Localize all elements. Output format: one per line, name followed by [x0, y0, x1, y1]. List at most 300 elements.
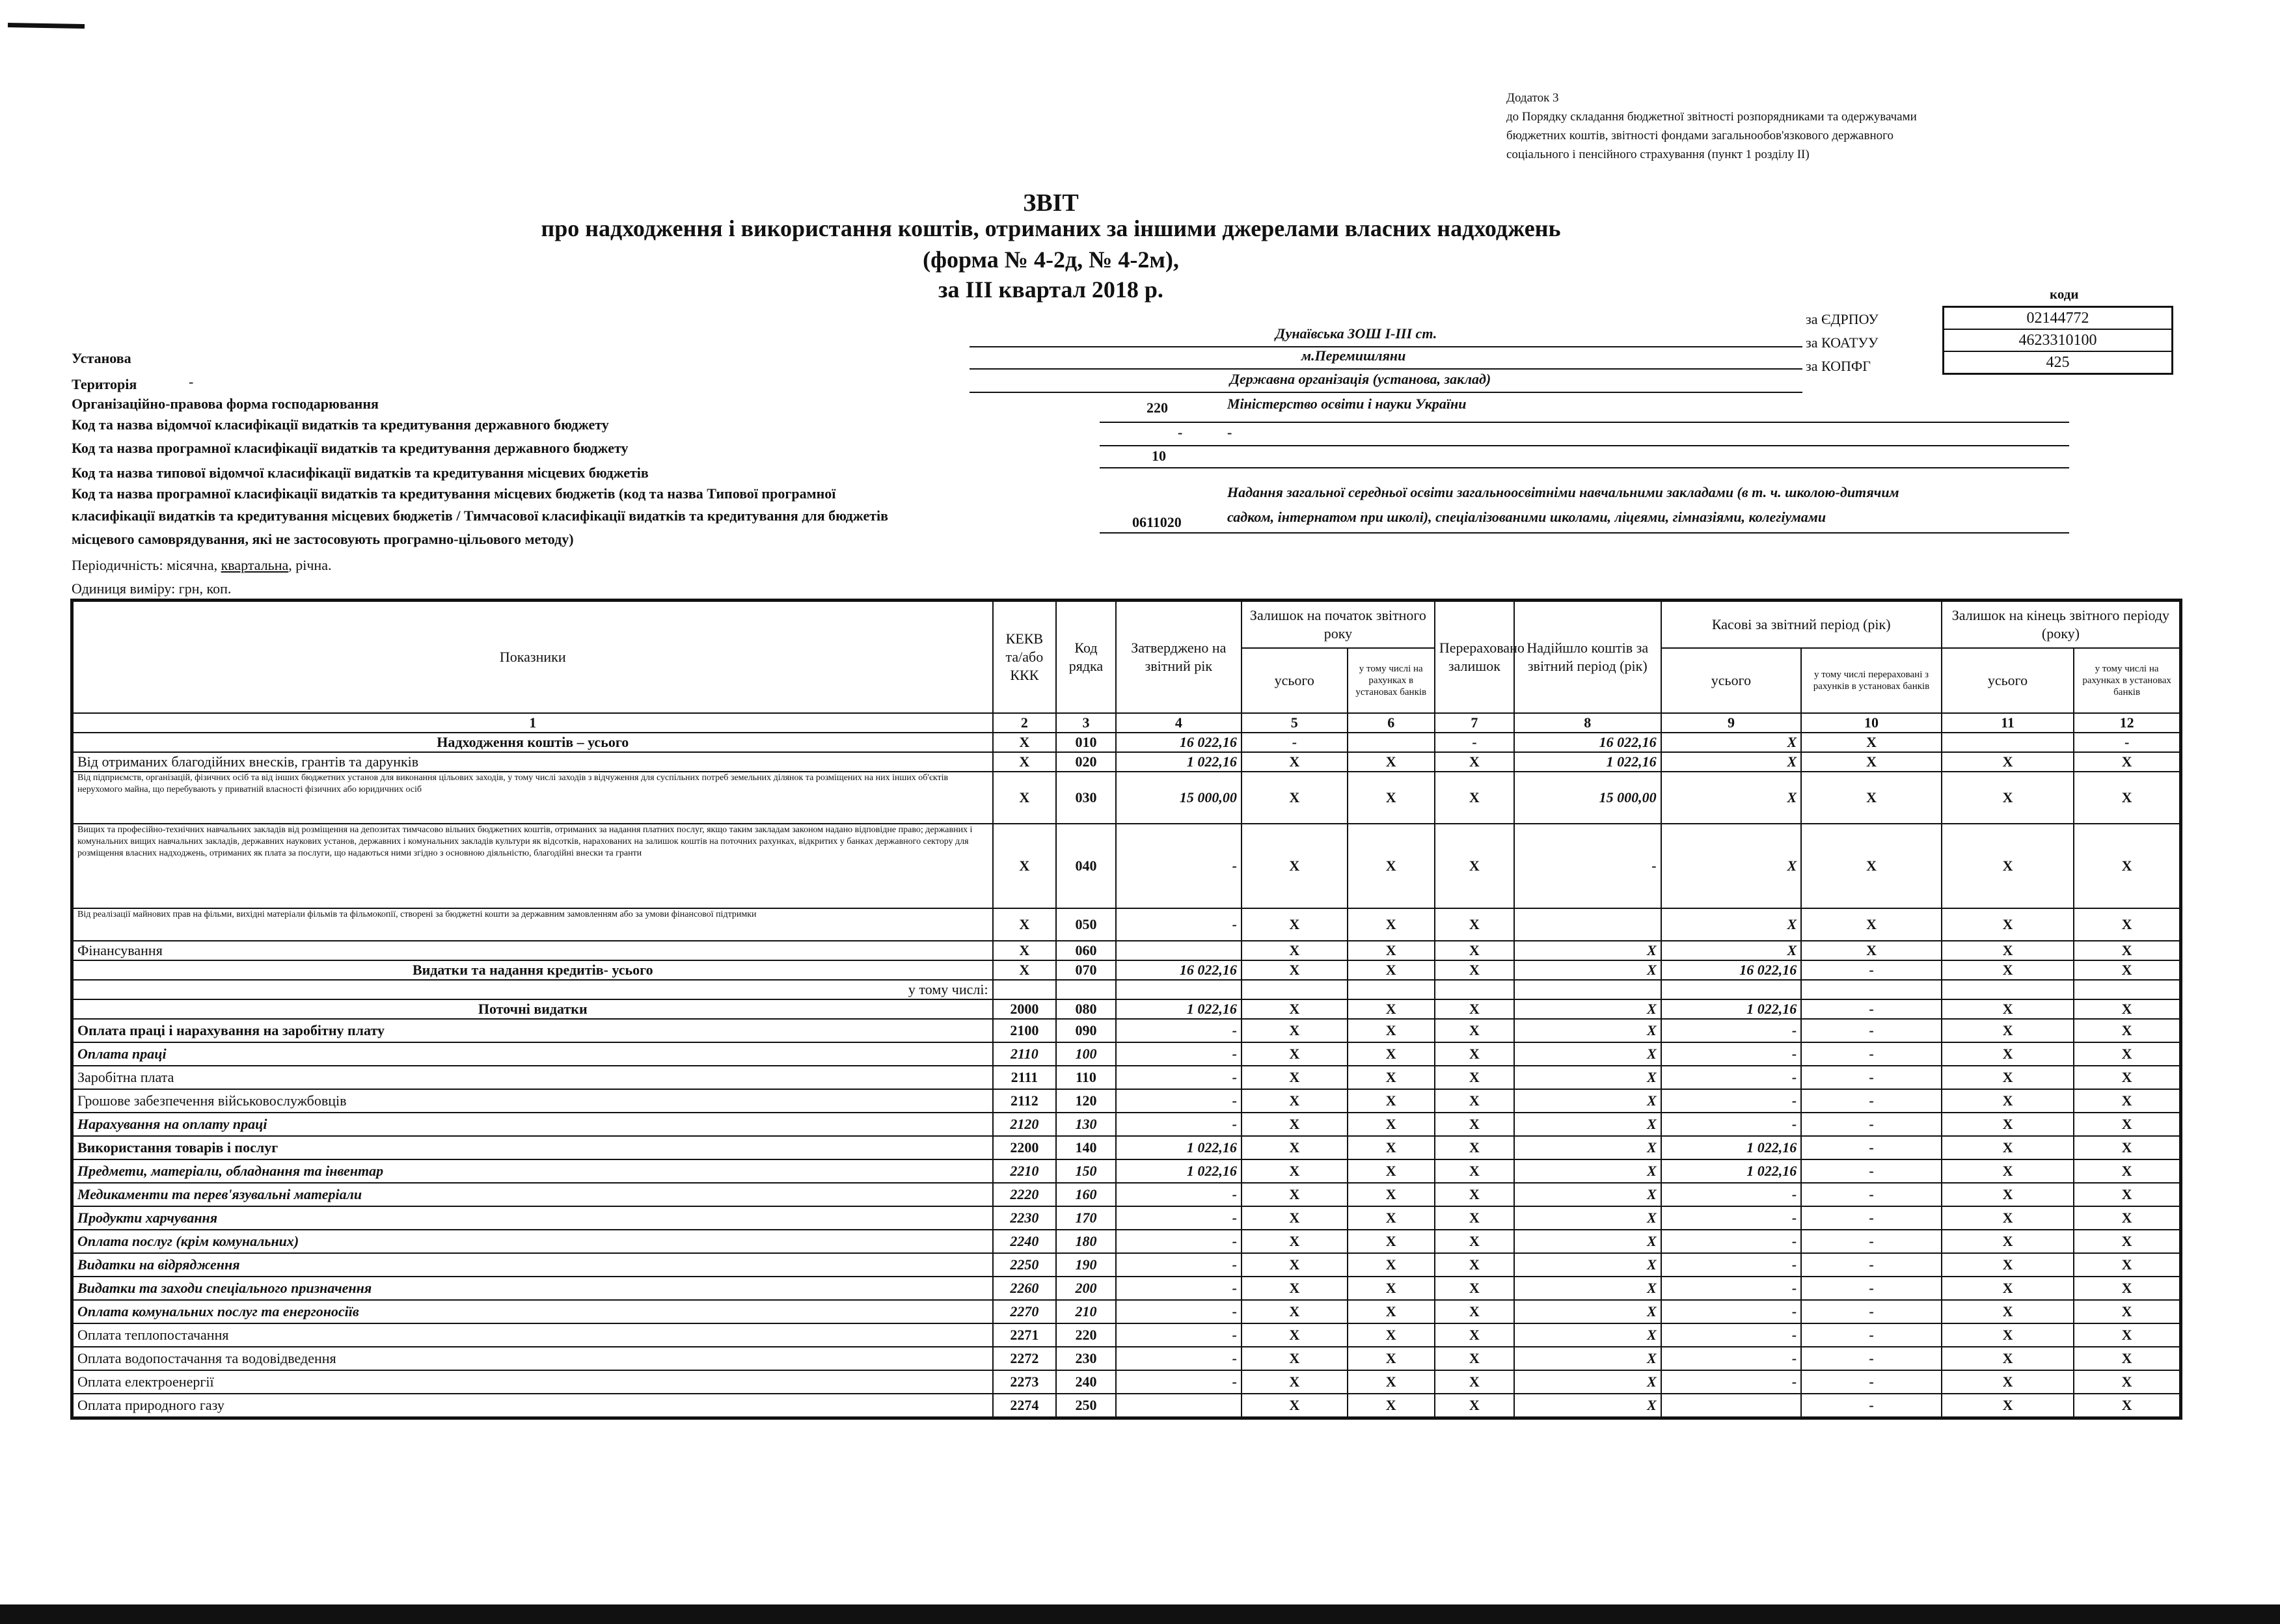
row-start-banks: X [1348, 1113, 1435, 1136]
row-start-banks: X [1348, 1347, 1435, 1370]
row-approved: - [1116, 1089, 1242, 1113]
row-received: X [1514, 960, 1661, 980]
row-cash-banks: - [1801, 1183, 1942, 1206]
row-approved: - [1116, 1066, 1242, 1089]
row-kekv: 2210 [993, 1159, 1057, 1183]
row-kekv: 2230 [993, 1206, 1057, 1230]
row-approved: 16 022,16 [1116, 733, 1242, 752]
row-end-total: X [1942, 1066, 2074, 1089]
appendix-note [1506, 88, 2079, 164]
row-approved: 1 022,16 [1116, 1159, 1242, 1183]
row-approved [1116, 1394, 1242, 1417]
col-number: 12 [2074, 713, 2180, 733]
row-cash-banks: - [1801, 1066, 1942, 1089]
row-start-total: X [1242, 1042, 1348, 1066]
row-cash-banks [1801, 980, 1942, 999]
institution-label: Установа [72, 350, 131, 366]
row-cash-banks: - [1801, 1159, 1942, 1183]
row-code: 100 [1056, 1042, 1116, 1066]
row-indicator-name: Видатки та надання кредитів- усього [73, 960, 993, 980]
scan-border [0, 1604, 2280, 1624]
row-cash-total: - [1661, 1113, 1802, 1136]
scan-mark [8, 23, 85, 29]
row-end-total: X [1942, 1394, 2074, 1417]
row-start-total: X [1242, 999, 1348, 1019]
appendix-line: Додаток 3 [1506, 91, 1559, 105]
row-end-total: X [1942, 752, 2074, 772]
row-end-banks: X [2074, 1347, 2180, 1370]
row-end-total: X [1942, 1089, 2074, 1113]
table-row [73, 1159, 2180, 1183]
row-cash-banks: - [1801, 1019, 1942, 1042]
col-kekv: КЕКВ та/або ККК [993, 601, 1057, 713]
row-start-total: X [1242, 752, 1348, 772]
col-number: 4 [1116, 713, 1242, 733]
row-received: X [1514, 1253, 1661, 1277]
row-cash-total: 16 022,16 [1661, 960, 1802, 980]
row-cash-total: 1 022,16 [1661, 1136, 1802, 1159]
row-transferred: X [1435, 1183, 1514, 1206]
row-approved: - [1116, 1206, 1242, 1230]
row-indicator-name: у тому числі: [73, 980, 993, 999]
row-start-banks: X [1348, 1300, 1435, 1323]
row-received: X [1514, 1159, 1661, 1183]
row-start-total: X [1242, 1253, 1348, 1277]
row-end-banks: X [2074, 1019, 2180, 1042]
row-indicator-name: Поточні видатки [73, 999, 993, 1019]
row-start-total: X [1242, 1183, 1348, 1206]
row-end-banks: X [2074, 1300, 2180, 1323]
row-transferred: X [1435, 772, 1514, 824]
col-number: 5 [1242, 713, 1348, 733]
row-kekv: 2272 [993, 1347, 1057, 1370]
row-code: 160 [1056, 1183, 1116, 1206]
row-start-total: X [1242, 1370, 1348, 1394]
report-period: за III квартал 2018 р. [938, 277, 1163, 303]
row-end-banks: X [2074, 824, 2180, 908]
table-row [73, 1019, 2180, 1042]
row-approved: 15 000,00 [1116, 772, 1242, 824]
row-cash-banks: X [1801, 908, 1942, 941]
row-code: 200 [1056, 1277, 1116, 1300]
row-end-banks [2074, 980, 2180, 999]
row-code: 210 [1056, 1300, 1116, 1323]
row-kekv: 2250 [993, 1253, 1057, 1277]
prog-code-label: Код та назва програмної класифікації видатків та кредитування державного бюджету [72, 440, 629, 456]
row-cash-banks: - [1801, 1253, 1942, 1277]
table-row [73, 1113, 2180, 1136]
row-approved: 1 022,16 [1116, 752, 1242, 772]
row-kekv: 2271 [993, 1323, 1057, 1347]
row-transferred [1435, 980, 1514, 999]
row-start-banks: X [1348, 1066, 1435, 1089]
row-cash-total: X [1661, 772, 1802, 824]
table-row [73, 1136, 2180, 1159]
row-start-banks: X [1348, 824, 1435, 908]
row-cash-banks: - [1801, 1300, 1942, 1323]
row-code: 220 [1056, 1323, 1116, 1347]
row-kekv: 2100 [993, 1019, 1057, 1042]
institution-value: Дунаївська ЗОШ I-III ст. [1275, 325, 1437, 342]
row-end-total: X [1942, 1370, 2074, 1394]
row-transferred: X [1435, 1019, 1514, 1042]
row-received: X [1514, 1300, 1661, 1323]
row-kekv: 2240 [993, 1230, 1057, 1253]
row-cash-banks: - [1801, 960, 1942, 980]
row-received: X [1514, 1019, 1661, 1042]
row-received: X [1514, 1089, 1661, 1113]
col-indicators: Показники [73, 601, 993, 713]
row-cash-total: - [1661, 1323, 1802, 1347]
row-end-total: X [1942, 1042, 2074, 1066]
row-kekv: X [993, 772, 1057, 824]
row-transferred: X [1435, 824, 1514, 908]
row-kekv: X [993, 908, 1057, 941]
row-transferred: X [1435, 1253, 1514, 1277]
row-end-total: X [1942, 824, 2074, 908]
row-end-banks: X [2074, 1113, 2180, 1136]
row-code: 230 [1056, 1347, 1116, 1370]
row-transferred: X [1435, 1300, 1514, 1323]
row-code [1056, 980, 1116, 999]
row-indicator-name: Фінансування [73, 941, 993, 960]
row-start-banks [1348, 980, 1435, 999]
row-received: X [1514, 1323, 1661, 1347]
row-end-banks: X [2074, 1253, 2180, 1277]
row-cash-total: - [1661, 1066, 1802, 1089]
row-code: 050 [1056, 908, 1116, 941]
row-kekv: 2200 [993, 1136, 1057, 1159]
prog-code: - [1178, 424, 1183, 440]
row-received: X [1514, 1206, 1661, 1230]
row-transferred: X [1435, 1113, 1514, 1136]
periodicity-selected: квартальна [221, 557, 289, 573]
row-received: 1 022,16 [1514, 752, 1661, 772]
row-start-banks: X [1348, 1042, 1435, 1066]
row-received: X [1514, 1042, 1661, 1066]
row-received: X [1514, 1370, 1661, 1394]
row-start-banks: X [1348, 941, 1435, 960]
row-end-total: X [1942, 960, 2074, 980]
edrpou-label: за ЄДРПОУ [1806, 311, 1879, 327]
row-received: X [1514, 1277, 1661, 1300]
row-kekv: 2000 [993, 999, 1057, 1019]
row-transferred: X [1435, 1066, 1514, 1089]
table-body [73, 733, 2180, 1417]
row-end-banks: X [2074, 1206, 2180, 1230]
row-end-banks: X [2074, 1277, 2180, 1300]
row-kekv: X [993, 824, 1057, 908]
row-code: 240 [1056, 1370, 1116, 1394]
row-cash-total: - [1661, 1042, 1802, 1066]
row-approved: 16 022,16 [1116, 960, 1242, 980]
unit-of-measure: Одиниця виміру: грн, коп. [72, 580, 232, 597]
row-start-total: X [1242, 1300, 1348, 1323]
table-row [73, 1206, 2180, 1230]
row-start-total: X [1242, 960, 1348, 980]
row-approved: - [1116, 1323, 1242, 1347]
row-cash-banks: - [1801, 1089, 1942, 1113]
row-cash-total: 1 022,16 [1661, 1159, 1802, 1183]
territory-label: Територія [72, 376, 137, 392]
col-end-total: усього [1942, 648, 2074, 713]
col-end-banks: у тому числі на рахунках в установах банків [2074, 648, 2180, 713]
row-start-banks: X [1348, 908, 1435, 941]
table-row [73, 733, 2180, 752]
row-cash-total: 1 022,16 [1661, 999, 1802, 1019]
col-number: 7 [1435, 713, 1514, 733]
dept-code: 220 [1147, 399, 1168, 416]
row-approved [1116, 941, 1242, 960]
row-cash-banks: - [1801, 1042, 1942, 1066]
row-end-banks: X [2074, 772, 2180, 824]
row-transferred: X [1435, 1323, 1514, 1347]
row-start-total: X [1242, 1089, 1348, 1113]
row-code: 180 [1056, 1230, 1116, 1253]
row-start-total: X [1242, 1136, 1348, 1159]
row-received: 16 022,16 [1514, 733, 1661, 752]
row-code: 190 [1056, 1253, 1116, 1277]
col-number: 2 [993, 713, 1057, 733]
row-transferred: X [1435, 1042, 1514, 1066]
row-transferred: X [1435, 1206, 1514, 1230]
row-start-banks: X [1348, 1089, 1435, 1113]
table-row [73, 1277, 2180, 1300]
row-end-banks: X [2074, 1089, 2180, 1113]
row-kekv: 2274 [993, 1394, 1057, 1417]
row-indicator-name: Нарахування на оплату праці [73, 1113, 993, 1136]
row-cash-total: - [1661, 1089, 1802, 1113]
col-transferred: Перераховано залишок [1435, 601, 1514, 713]
row-code: 020 [1056, 752, 1116, 772]
row-cash-total: - [1661, 1277, 1802, 1300]
row-start-banks: X [1348, 1136, 1435, 1159]
dept-code-label: Код та назва відомчої класифікації видатків та кредитування державного бюджету [72, 416, 609, 433]
row-approved: - [1116, 1277, 1242, 1300]
col-end-balance: Залишок на кінець звітного періоду (року) [1942, 601, 2180, 648]
row-start-banks: X [1348, 1253, 1435, 1277]
row-start-total: X [1242, 1394, 1348, 1417]
table-row [73, 1394, 2180, 1417]
row-cash-banks: - [1801, 1277, 1942, 1300]
row-indicator-name: Оплата теплопостачання [73, 1323, 993, 1347]
col-start-total: усього [1242, 648, 1348, 713]
territory-dash: - [189, 373, 194, 390]
row-end-banks: - [2074, 733, 2180, 752]
row-indicator-name: Оплата водопостачання та водовідведення [73, 1347, 993, 1370]
row-indicator-name: Від реалізації майнових прав на фільми, вихідні матеріали фільмів та фільмокопії, створені за бюджетні кошти за державним замовленням або за умови фінансової підтримки [73, 908, 993, 941]
row-kekv: 2120 [993, 1113, 1057, 1136]
row-received: X [1514, 1183, 1661, 1206]
row-received: 15 000,00 [1514, 772, 1661, 824]
row-cash-banks: - [1801, 1394, 1942, 1417]
row-transferred: X [1435, 1159, 1514, 1183]
row-cash-total [1661, 1394, 1802, 1417]
col-received: Надійшло коштів за звітний період (рік) [1514, 601, 1661, 713]
row-cash-banks: - [1801, 999, 1942, 1019]
row-transferred: X [1435, 1277, 1514, 1300]
row-cash-banks: X [1801, 824, 1942, 908]
row-end-banks: X [2074, 960, 2180, 980]
row-transferred: X [1435, 1230, 1514, 1253]
row-cash-total: X [1661, 941, 1802, 960]
row-start-total: X [1242, 1347, 1348, 1370]
row-end-banks: X [2074, 752, 2180, 772]
report-table [70, 599, 2182, 1420]
row-end-total: X [1942, 908, 2074, 941]
row-end-banks: X [2074, 1323, 2180, 1347]
row-approved: - [1116, 1113, 1242, 1136]
row-start-banks: X [1348, 1019, 1435, 1042]
table-row [73, 1323, 2180, 1347]
row-cash-banks: - [1801, 1323, 1942, 1347]
row-cash-banks: X [1801, 733, 1942, 752]
row-end-total [1942, 733, 2074, 752]
table-row [73, 1066, 2180, 1089]
col-number: 6 [1348, 713, 1435, 733]
table-row [73, 999, 2180, 1019]
row-received: - [1514, 824, 1661, 908]
row-indicator-name: Оплата праці і нарахування на заробітну плату [73, 1019, 993, 1042]
legal-form-value: Державна організація (установа, заклад) [1230, 371, 1491, 387]
row-received: X [1514, 1230, 1661, 1253]
row-start-total: X [1242, 1113, 1348, 1136]
row-start-total: X [1242, 908, 1348, 941]
row-code: 040 [1056, 824, 1116, 908]
row-start-total: X [1242, 1323, 1348, 1347]
col-start-banks: у тому числі на рахунках в установах банків [1348, 648, 1435, 713]
row-indicator-name: Використання товарів і послуг [73, 1136, 993, 1159]
row-indicator-name: Видатки на відрядження [73, 1253, 993, 1277]
row-end-total: X [1942, 999, 2074, 1019]
col-number: 10 [1801, 713, 1942, 733]
col-approved: Затверджено на звітний рік [1116, 601, 1242, 713]
kopfg-code: 425 [1944, 351, 2173, 374]
row-end-total: X [1942, 772, 2074, 824]
table-row [73, 1253, 2180, 1277]
row-kekv: 2112 [993, 1089, 1057, 1113]
row-start-total: X [1242, 1277, 1348, 1300]
row-kekv: X [993, 941, 1057, 960]
koatuu-code: 4623310100 [1944, 329, 2173, 351]
row-start-total [1242, 980, 1348, 999]
row-kekv: 2270 [993, 1300, 1057, 1323]
row-kekv [993, 980, 1057, 999]
row-indicator-name: Оплата природного газу [73, 1394, 993, 1417]
row-cash-banks: - [1801, 1113, 1942, 1136]
row-start-banks: X [1348, 999, 1435, 1019]
row-start-banks: X [1348, 1323, 1435, 1347]
row-end-banks: X [2074, 1066, 2180, 1089]
codes-box [1942, 306, 2173, 375]
row-start-banks: X [1348, 1206, 1435, 1230]
row-indicator-name: Надходження коштів – усього [73, 733, 993, 752]
table-row [73, 1370, 2180, 1394]
row-indicator-name: Заробітна плата [73, 1066, 993, 1089]
row-transferred: X [1435, 1347, 1514, 1370]
row-transferred: X [1435, 1089, 1514, 1113]
row-start-banks: X [1348, 1277, 1435, 1300]
periodicity [72, 557, 331, 574]
row-end-total: X [1942, 1323, 2074, 1347]
typical-dept-code: 10 [1152, 448, 1166, 464]
row-received [1514, 980, 1661, 999]
col-row-code: Код рядка [1056, 601, 1116, 713]
col-cash: Касові за звітний період (рік) [1661, 601, 1942, 648]
appendix-line: до Порядку складання бюджетної звітності розпорядниками та одержувачами [1506, 110, 1917, 124]
row-transferred: X [1435, 1370, 1514, 1394]
table-row [73, 824, 2180, 908]
row-transferred: X [1435, 752, 1514, 772]
row-code: 060 [1056, 941, 1116, 960]
row-start-banks: X [1348, 1159, 1435, 1183]
row-cash-banks: X [1801, 772, 1942, 824]
territory-value: м.Перемишляни [1301, 347, 1406, 364]
row-approved: - [1116, 908, 1242, 941]
row-cash-banks: X [1801, 941, 1942, 960]
typical-dept-label: Код та назва типової відомчої класифікації видатків та кредитування місцевих бюджетів [72, 465, 649, 481]
row-kekv: 2260 [993, 1277, 1057, 1300]
local-prog-label-3: місцевого самоврядування, які не застосовують програмно-цільового методу) [72, 531, 574, 547]
row-approved: - [1116, 824, 1242, 908]
row-approved: - [1116, 1019, 1242, 1042]
row-kekv: X [993, 960, 1057, 980]
codes-caption: коди [2050, 286, 2079, 302]
row-approved [1116, 980, 1242, 999]
col-number: 3 [1056, 713, 1116, 733]
row-start-total: - [1242, 733, 1348, 752]
table-row [73, 1230, 2180, 1253]
row-start-banks: X [1348, 1230, 1435, 1253]
row-approved: 1 022,16 [1116, 999, 1242, 1019]
row-end-banks: X [2074, 1159, 2180, 1183]
row-code: 090 [1056, 1019, 1116, 1042]
row-cash-total: X [1661, 908, 1802, 941]
row-end-banks: X [2074, 1394, 2180, 1417]
row-end-total: X [1942, 1230, 2074, 1253]
row-code: 010 [1056, 733, 1116, 752]
row-cash-total [1661, 980, 1802, 999]
row-start-total: X [1242, 772, 1348, 824]
row-code: 170 [1056, 1206, 1116, 1230]
row-approved: - [1116, 1253, 1242, 1277]
row-transferred: X [1435, 1394, 1514, 1417]
table-row [73, 1089, 2180, 1113]
row-received: X [1514, 1394, 1661, 1417]
row-start-banks: X [1348, 1370, 1435, 1394]
table-row [73, 908, 2180, 941]
row-approved: - [1116, 1347, 1242, 1370]
col-cash-banks: у тому числі перераховані з рахунків в установах банків [1801, 648, 1942, 713]
row-start-banks: X [1348, 1394, 1435, 1417]
row-end-total: X [1942, 1206, 2074, 1230]
row-code: 120 [1056, 1089, 1116, 1113]
report-title: ЗВІТ [1023, 189, 1079, 217]
legal-form-label: Організаційно-правова форма господарювання [72, 396, 379, 412]
row-start-total: X [1242, 1066, 1348, 1089]
report-form-number: (форма № 4-2д, № 4-2м), [923, 247, 1179, 273]
row-end-total: X [1942, 1277, 2074, 1300]
edrpou-code: 02144772 [1944, 307, 2173, 330]
report-subtitle: про надходження і використання коштів, отриманих за іншими джерелами власних надходжень [541, 215, 1561, 241]
row-cash-total: - [1661, 1183, 1802, 1206]
row-cash-total: - [1661, 1206, 1802, 1230]
row-cash-total: - [1661, 1019, 1802, 1042]
col-cash-total: усього [1661, 648, 1802, 713]
row-start-banks: X [1348, 752, 1435, 772]
row-kekv: 2220 [993, 1183, 1057, 1206]
row-end-total: X [1942, 1253, 2074, 1277]
